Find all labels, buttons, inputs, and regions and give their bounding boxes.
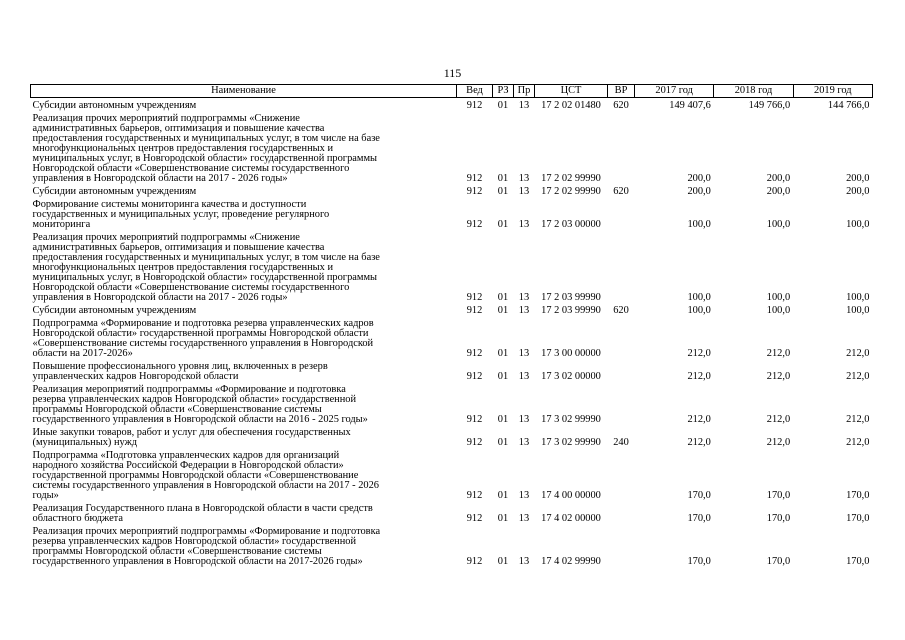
row-name: Субсидии автономным учреждениям xyxy=(32,186,197,197)
row-2018: 170,0 xyxy=(766,556,791,567)
row-vr xyxy=(608,382,635,425)
row-cst: 17 2 03 99990 xyxy=(541,305,601,316)
row-name: Реализация прочих мероприятий подпрограммы «Снижение административных барьеров, оптимизация и повышение качества предоставления государственных и муниципальных услуг, в том числе на базе многофункциональных центров предоставления государственных и муниципальных услуг, в Новгородской области» государственной программы Новгородской области «Совершенствование системы государственного управления в Новгородской области на 2017 - 2026 годы» xyxy=(32,113,380,184)
row-ved: 912 xyxy=(466,437,483,448)
row-ved: 912 xyxy=(466,219,483,230)
row-vr xyxy=(608,524,635,567)
header-2019: 2019 год xyxy=(793,85,872,98)
row-cst: 17 4 00 00000 xyxy=(541,490,601,501)
row-pr: 13 xyxy=(518,371,530,382)
row-ved: 912 xyxy=(466,173,483,184)
header-2018: 2018 год xyxy=(714,85,793,98)
table-row xyxy=(31,111,873,184)
row-2018: 170,0 xyxy=(766,490,791,501)
table-row xyxy=(31,98,873,112)
row-2017: 149 407,6 xyxy=(669,100,711,111)
table-row xyxy=(31,382,873,425)
row-vr xyxy=(608,501,635,524)
row-pr: 13 xyxy=(518,490,530,501)
row-cst: 17 4 02 99990 xyxy=(541,556,601,567)
table-body xyxy=(31,98,873,568)
row-ved: 912 xyxy=(466,305,483,316)
row-cst: 17 3 00 00000 xyxy=(541,348,601,359)
row-pr: 13 xyxy=(518,219,530,230)
row-ved: 912 xyxy=(466,186,483,197)
row-cst: 17 3 02 99990 xyxy=(541,414,601,425)
row-2018: 212,0 xyxy=(766,348,791,359)
row-name: Реализация прочих мероприятий подпрограммы «Снижение административных барьеров, оптимизация и повышение качества предоставления государственных и муниципальных услуг, в том числе на базе многофункциональных центров предоставления государственных и муниципальных услуг, в Новгородской области» государственной программы Новгородской области «Совершенствование системы государственного управления в Новгородской области на 2017 - 2026 годы» xyxy=(32,232,380,303)
row-rz: 01 xyxy=(497,556,509,567)
table-row xyxy=(31,425,873,448)
row-2017: 100,0 xyxy=(687,219,711,230)
row-cst: 17 4 02 00000 xyxy=(541,513,601,524)
row-ved: 912 xyxy=(466,556,483,567)
row-2017: 170,0 xyxy=(687,556,711,567)
row-vr xyxy=(608,316,635,359)
row-pr: 13 xyxy=(518,305,530,316)
row-name: Реализация мероприятий подпрограммы «Формирование и подготовка резерва управленческих кадров Новгородской области» государственной программы Новгородской области «Совершенствование системы государственного управления в Новгородской области на 2016 - 2025 годы» xyxy=(32,384,368,425)
header-vr: ВР xyxy=(608,85,635,98)
table-row xyxy=(31,303,873,316)
row-2018: 212,0 xyxy=(766,437,791,448)
row-name: Подпрограмма «Подготовка управленческих кадров для организаций народного хозяйства Российской Федерации в Новгородской области» государственной программы Новгородской области «Совершенствование системы государственного управления в Новгородской области на 2017 - 2026 годы» xyxy=(32,450,379,501)
row-pr: 13 xyxy=(518,414,530,425)
row-cst: 17 2 03 00000 xyxy=(541,219,601,230)
row-ved: 912 xyxy=(466,513,483,524)
budget-table xyxy=(30,84,873,567)
row-2019: 212,0 xyxy=(846,371,870,382)
row-ved: 912 xyxy=(466,100,483,111)
row-2018: 170,0 xyxy=(766,513,791,524)
row-vr: 620 xyxy=(613,186,629,197)
row-2019: 212,0 xyxy=(846,348,870,359)
row-2017: 212,0 xyxy=(687,437,711,448)
row-rz: 01 xyxy=(497,414,509,425)
table-row xyxy=(31,448,873,501)
row-pr: 13 xyxy=(518,186,530,197)
row-ved: 912 xyxy=(466,292,483,303)
row-name: Реализация Государственного плана в Новгородской области в части средств областного бюджета xyxy=(32,503,373,524)
row-2019: 100,0 xyxy=(846,305,870,316)
header-name: Наименование xyxy=(31,85,457,98)
row-2017: 100,0 xyxy=(687,305,711,316)
row-vr: 240 xyxy=(613,437,629,448)
table-row xyxy=(31,197,873,230)
row-2019: 212,0 xyxy=(846,437,870,448)
row-cst: 17 2 02 99990 xyxy=(541,186,601,197)
row-ved: 912 xyxy=(466,490,483,501)
row-name: Субсидии автономным учреждениям xyxy=(32,100,197,111)
row-pr: 13 xyxy=(518,437,530,448)
header-pr: Пр xyxy=(514,85,535,98)
row-cst: 17 3 02 99990 xyxy=(541,437,601,448)
row-2018: 100,0 xyxy=(766,219,791,230)
row-cst: 17 2 03 99990 xyxy=(541,292,601,303)
row-2018: 100,0 xyxy=(766,305,791,316)
row-2019: 100,0 xyxy=(846,292,870,303)
header-cst: ЦСТ xyxy=(535,85,608,98)
row-2017: 200,0 xyxy=(687,173,711,184)
table-row xyxy=(31,184,873,197)
row-rz: 01 xyxy=(497,186,509,197)
row-2019: 170,0 xyxy=(846,513,870,524)
row-2019: 200,0 xyxy=(846,186,870,197)
row-2017: 170,0 xyxy=(687,490,711,501)
table-header-row xyxy=(31,85,873,98)
row-vr xyxy=(608,448,635,501)
row-rz: 01 xyxy=(497,173,509,184)
row-pr: 13 xyxy=(518,348,530,359)
header-ved: Вед xyxy=(457,85,493,98)
row-vr xyxy=(608,197,635,230)
row-vr xyxy=(608,111,635,184)
row-2019: 100,0 xyxy=(846,219,870,230)
row-rz: 01 xyxy=(497,100,509,111)
table-row xyxy=(31,359,873,382)
row-2017: 200,0 xyxy=(687,186,711,197)
row-name: Субсидии автономным учреждениям xyxy=(32,305,197,316)
row-cst: 17 2 02 99990 xyxy=(541,173,601,184)
page-number: 115 xyxy=(443,66,462,80)
header-2017: 2017 год xyxy=(635,85,714,98)
row-ved: 912 xyxy=(466,371,483,382)
row-name: Подпрограмма «Формирование и подготовка резерва управленческих кадров Новгородской области» государственной программы Новгородской области «Совершенствование системы государственного управления в Новгородской области на 2017-2026» xyxy=(32,318,374,359)
row-pr: 13 xyxy=(518,513,530,524)
table-row xyxy=(31,524,873,567)
row-pr: 13 xyxy=(518,173,530,184)
row-2019: 170,0 xyxy=(846,490,870,501)
row-2018: 200,0 xyxy=(766,186,791,197)
row-vr xyxy=(608,359,635,382)
row-ved: 912 xyxy=(466,414,483,425)
row-name: Иные закупки товаров, работ и услуг для обеспечения государственных (муниципальных) нужд xyxy=(32,427,351,448)
row-2017: 212,0 xyxy=(687,348,711,359)
row-cst: 17 2 02 01480 xyxy=(541,100,601,111)
row-rz: 01 xyxy=(497,437,509,448)
row-2019: 144 766,0 xyxy=(827,100,870,111)
row-name: Реализация прочих мероприятий подпрограммы «Формирование и подготовка резерва управленческих кадров Новгородской области» государственной программы Новгородской области «Совершенствование системы государственного управления в Новгородской области на 2017-2026 годы» xyxy=(32,526,381,567)
header-rz: РЗ xyxy=(493,85,514,98)
row-rz: 01 xyxy=(497,490,509,501)
row-cst: 17 3 02 00000 xyxy=(541,371,601,382)
row-ved: 912 xyxy=(466,348,483,359)
row-rz: 01 xyxy=(497,305,509,316)
row-pr: 13 xyxy=(518,100,530,111)
row-2018: 100,0 xyxy=(766,292,791,303)
row-2017: 212,0 xyxy=(687,414,711,425)
table-row xyxy=(31,316,873,359)
row-2017: 100,0 xyxy=(687,292,711,303)
row-rz: 01 xyxy=(497,348,509,359)
row-2018: 149 766,0 xyxy=(748,100,791,111)
row-2018: 200,0 xyxy=(766,173,791,184)
row-2018: 212,0 xyxy=(766,414,791,425)
row-vr: 620 xyxy=(613,100,629,111)
row-pr: 13 xyxy=(518,556,530,567)
row-2019: 170,0 xyxy=(846,556,870,567)
row-vr: 620 xyxy=(613,305,629,316)
row-rz: 01 xyxy=(497,371,509,382)
row-name: Формирование системы мониторинга качества и доступности государственных и муниципальных услуг, проведение регулярного мониторинга xyxy=(32,199,330,230)
row-rz: 01 xyxy=(497,219,509,230)
row-pr: 13 xyxy=(518,292,530,303)
row-2019: 200,0 xyxy=(846,173,870,184)
row-rz: 01 xyxy=(497,292,509,303)
row-2017: 212,0 xyxy=(687,371,711,382)
table-row xyxy=(31,230,873,303)
row-vr xyxy=(608,230,635,303)
table-row xyxy=(31,501,873,524)
row-2019: 212,0 xyxy=(846,414,870,425)
row-rz: 01 xyxy=(497,513,509,524)
row-2017: 170,0 xyxy=(687,513,711,524)
row-2018: 212,0 xyxy=(766,371,791,382)
row-name: Повышение профессионального уровня лиц, включенных в резерв управленческих кадров Новгородской области xyxy=(32,361,328,382)
